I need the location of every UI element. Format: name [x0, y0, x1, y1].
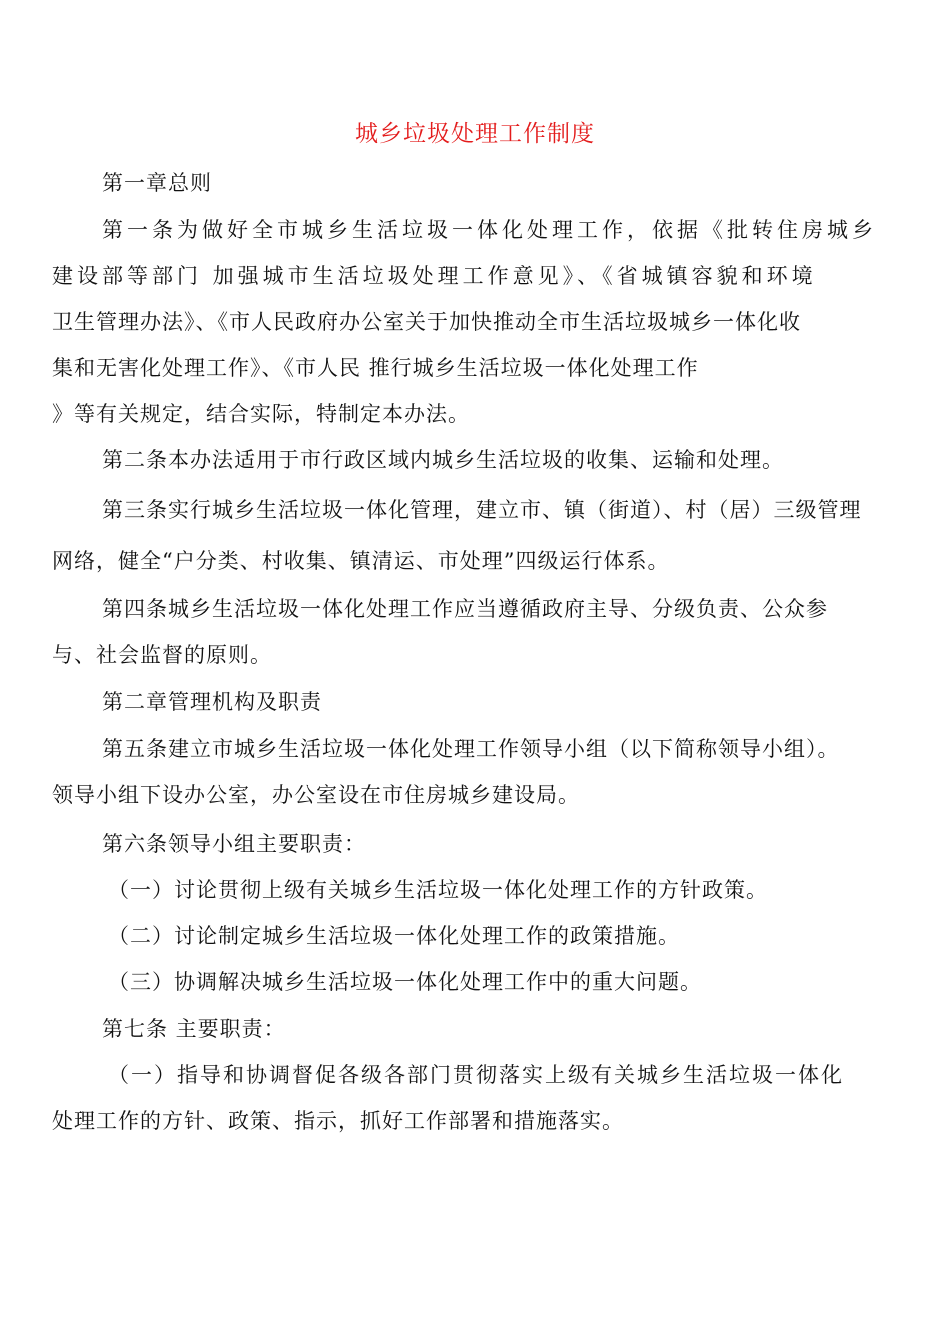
article-3-line-2: 网络，健全“户分类、村收集、镇清运、市处理”四级运行体系。: [52, 549, 670, 573]
article-1: [52, 207, 898, 437]
article-4-line-2: 与、社会监督的原则。: [52, 643, 272, 667]
article-3: [52, 485, 898, 587]
article-5-line-2: 领导小组下设办公室，办公室设在市住房城乡建设局。: [52, 783, 580, 807]
article-4: [52, 586, 898, 678]
article-7-item-1-line-1: （一）指导和协调督促各级各部门贯彻落实上级有关城乡生活垃圾一体化: [108, 1063, 844, 1087]
article-4-line-1: 第四条城乡生活垃圾一体化处理工作应当遵循政府主导、分级负责、公众参: [102, 597, 828, 621]
document-title: 城乡垃圾处理工作制度: [355, 121, 595, 147]
article-6-item-2: （二）讨论制定城乡生活垃圾一体化处理工作的政策措施。: [108, 924, 680, 948]
article-1-line-1: 第一条为做好全市城乡生活垃圾一体化处理工作，依据《批转住房城乡: [102, 218, 877, 242]
article-5-line-1: 第五条建立市城乡生活垃圾一体化处理工作领导小组（以下简称领导小组）。: [102, 737, 840, 761]
article-1-line-4: 集和无害化处理工作》、《市人民 推行城乡生活垃圾一体化处理工作: [52, 356, 699, 380]
article-2: [52, 437, 898, 483]
article-3-line-1: 第三条实行城乡生活垃圾一体化管理，建立市、镇（街道）、村（居）三级管理: [102, 498, 862, 522]
article-7-item-1-line-2: 处理工作的方针、政策、指示，抓好工作部署和措施落实。: [52, 1109, 624, 1133]
article-6-item-3: （三）协调解决城乡生活垃圾一体化处理工作中的重大问题。: [108, 970, 702, 994]
article-1-line-3: 卫生管理办法》、《市人民政府办公室关于加快推动全市生活垃圾城乡一体化收: [52, 310, 801, 334]
chapter-2-heading: 第二章管理机构及职责: [102, 690, 322, 714]
article-6: 第六条领导小组主要职责：: [102, 832, 366, 856]
article-7: 第七条 主要职责：: [102, 1017, 286, 1041]
article-7-item-1: [52, 1052, 898, 1144]
article-6-item-1: （一）讨论贯彻上级有关城乡生活垃圾一体化处理工作的方针政策。: [108, 878, 768, 902]
article-1-line-5: 》等有关规定，结合实际，特制定本办法。: [52, 402, 470, 426]
article-2-line-1: 第二条本办法适用于市行政区域内城乡生活垃圾的收集、运输和处理。: [102, 448, 784, 472]
article-1-line-2: 建设部等部门 加强城市生活垃圾处理工作意见》、《省城镇容貌和环境: [52, 264, 817, 288]
article-5: [52, 726, 898, 818]
chapter-1-heading: 第一章总则: [102, 171, 212, 195]
